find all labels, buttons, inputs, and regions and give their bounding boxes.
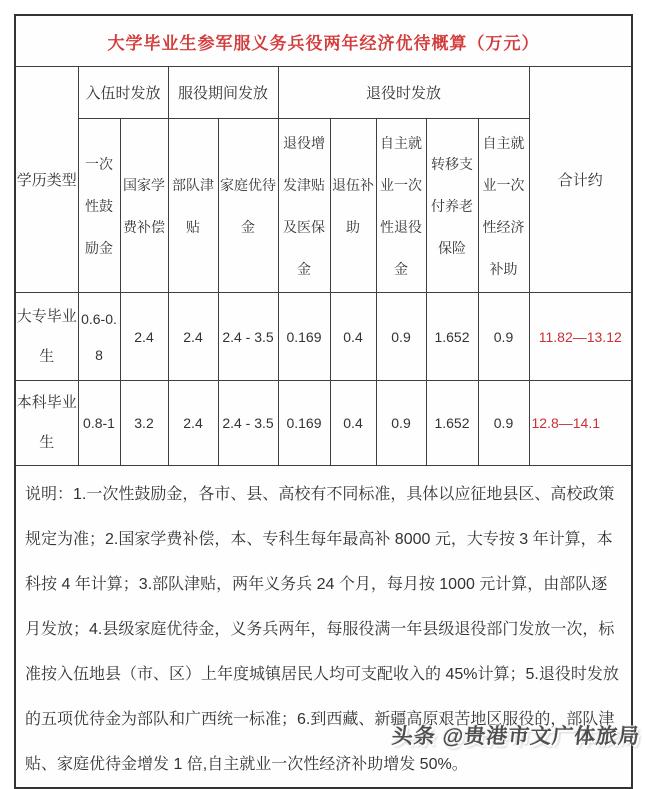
table-row-junior-college	[15, 293, 632, 381]
cell-value: 0.4	[330, 381, 376, 466]
cell-value: 0.6-0.8	[78, 293, 120, 381]
cell-value: 0.9	[376, 381, 426, 466]
col-header-one-time-retirement-pay: 自主就业一次性退役金	[376, 119, 426, 293]
notes-text: 说明：1.一次性鼓励金，各市、县、高校有不同标准，具体以应征地县区、高校政策规定为准；2.国家学费补偿，本、专科生每年最高补 8000 元，大专按 3 年计算，本科按 4 年计算；3.部队津贴，两年义务兵 24 个月，每月按 1000 元计算，由部队逐月发放；4.县级家庭优待金，义务兵两年，每服役满一年县级退役部门发放一次，标准按入伍地县（市、区）上年度城镇居民人均可支配收入的 45%计算；5.退役时发放的五项优待金为部队和广西统一标准；6.到西藏、新疆高原艰苦地区服役的，部队津贴、家庭优待金增发 1 倍,自主就业一次性经济补助增发 50%。	[15, 466, 632, 789]
row-total: 12.8—14.1	[529, 381, 632, 466]
row-label: 大专毕业生	[15, 293, 78, 381]
cell-value: 2.4	[168, 293, 218, 381]
cell-value: 0.4	[330, 293, 376, 381]
col-header-discharge-allowance-medical: 退役增发津贴及医保金	[278, 119, 330, 293]
table-row-bachelor	[15, 381, 632, 466]
cell-value: 0.8-1	[78, 381, 120, 466]
col-header-family-support: 家庭优待金	[218, 119, 278, 293]
cell-value: 3.2	[120, 381, 168, 466]
col-header-pension-transfer: 转移支付养老保险	[426, 119, 478, 293]
watermark-toutiao-account: 头条 @贵港市文广体旅局	[390, 725, 642, 748]
group-header-at-enlistment: 入伍时发放	[78, 67, 168, 119]
cell-value: 0.169	[278, 381, 330, 466]
group-header-during-service: 服役期间发放	[168, 67, 278, 119]
total-header: 合计约	[529, 67, 632, 293]
cell-value: 2.4	[168, 381, 218, 466]
cell-value: 0.169	[278, 293, 330, 381]
cell-value: 1.652	[426, 381, 478, 466]
col-header-one-time-economic-subsidy: 自主就业一次性经济补助	[478, 119, 529, 293]
corner-header-education-type: 学历类型	[15, 67, 78, 293]
cell-value: 1.652	[426, 293, 478, 381]
cell-value: 0.9	[376, 293, 426, 381]
col-header-tuition-compensation: 国家学费补偿	[120, 119, 168, 293]
col-header-demob-subsidy: 退伍补助	[330, 119, 376, 293]
row-label: 本科毕业生	[15, 381, 78, 466]
cell-value: 0.9	[478, 293, 529, 381]
table-title: 大学毕业生参军服义务兵役两年经济优待概算（万元）	[15, 15, 632, 67]
cell-value: 0.9	[478, 381, 529, 466]
cell-value: 2.4	[120, 293, 168, 381]
col-header-one-time-incentive: 一次性鼓励金	[78, 119, 120, 293]
group-header-at-discharge: 退役时发放	[278, 67, 529, 119]
col-header-army-allowance: 部队津贴	[168, 119, 218, 293]
cell-value: 2.4 - 3.5	[218, 293, 278, 381]
cell-value: 2.4 - 3.5	[218, 381, 278, 466]
benefits-table	[14, 14, 633, 789]
row-total: 11.82—13.12	[529, 293, 632, 381]
